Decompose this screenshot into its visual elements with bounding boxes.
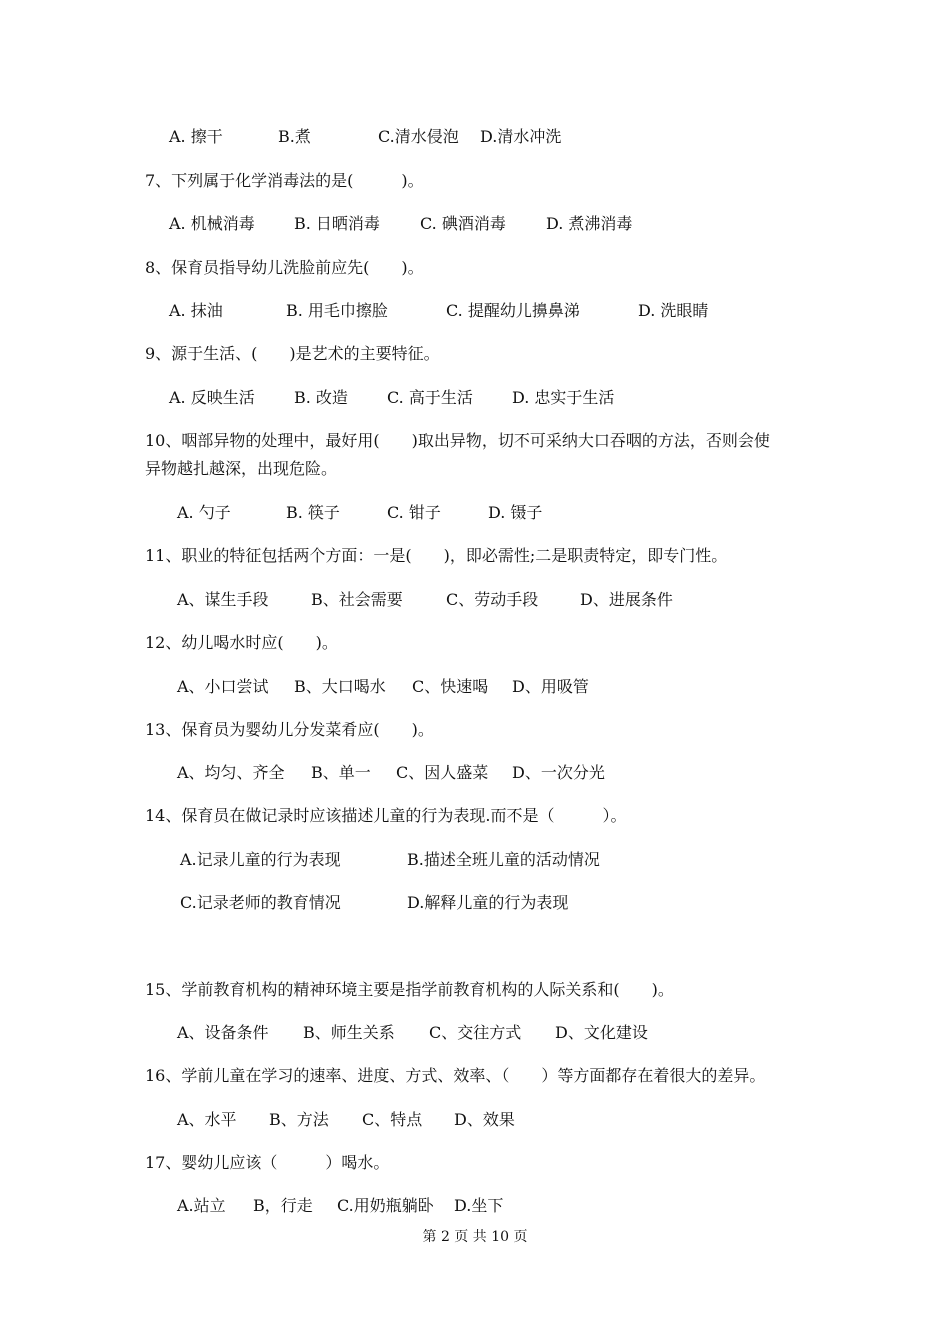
q13-option-d: D、一次分光 xyxy=(512,763,605,782)
q9-option-b: B. 改造 xyxy=(294,388,348,407)
question-14-stem: 14、保育员在做记录时应该描述儿童的行为表现.而不是（ ）。 xyxy=(145,806,627,825)
page-footer: 第 2 页 共 10 页 xyxy=(422,1229,528,1245)
q7-option-c: C. 碘酒消毒 xyxy=(420,214,506,233)
question-10-stem-line-2: 异物越扎越深，出现危险。 xyxy=(145,459,338,478)
q9-option-a: A. 反映生活 xyxy=(169,388,255,407)
q12-option-a: A、小口尝试 xyxy=(177,677,269,696)
q11-option-c: C、劳动手段 xyxy=(446,590,539,609)
q12-option-d: D、用吸管 xyxy=(512,677,589,696)
question-8-stem: 8、保育员指导幼儿洗脸前应先( )。 xyxy=(145,258,424,277)
q9-option-d: D. 忠实于生活 xyxy=(512,388,615,407)
q8-option-b: B. 用毛巾擦脸 xyxy=(286,301,388,320)
q17-option-d: D.坐下 xyxy=(454,1196,504,1215)
q17-option-b: B，行走 xyxy=(253,1196,313,1215)
question-11-stem: 11、职业的特征包括两个方面：一是( )，即必需性;二是职责特定，即专门性。 xyxy=(145,546,728,565)
q14-option-a: A.记录儿童的行为表现 xyxy=(180,850,341,869)
q9-option-c: C. 高于生活 xyxy=(387,388,473,407)
q16-option-c: C、特点 xyxy=(362,1110,423,1129)
q16-option-b: B、方法 xyxy=(269,1110,329,1129)
question-12-stem: 12、幼儿喝水时应( )。 xyxy=(145,633,338,652)
q14-option-d: D.解释儿童的行为表现 xyxy=(407,893,569,912)
q6-option-c: C.清水侵泡 xyxy=(378,127,459,146)
q11-option-a: A、谋生手段 xyxy=(177,590,269,609)
q7-option-d: D. 煮沸消毒 xyxy=(546,214,633,233)
q11-option-d: D、进展条件 xyxy=(580,590,673,609)
question-15-stem: 15、学前教育机构的精神环境主要是指学前教育机构的人际关系和( )。 xyxy=(145,980,674,999)
q6-option-d: D.清水冲洗 xyxy=(480,127,562,146)
q14-option-c: C.记录老师的教育情况 xyxy=(180,893,341,912)
q7-option-a: A. 机械消毒 xyxy=(169,214,255,233)
q17-option-c: C.用奶瓶躺卧 xyxy=(337,1196,434,1215)
question-7-stem: 7、下列属于化学消毒法的是( )。 xyxy=(145,171,424,190)
question-17-stem: 17、婴幼儿应该（ ）喝水。 xyxy=(145,1153,390,1172)
q8-option-c: C. 提醒幼儿擤鼻涕 xyxy=(446,301,580,320)
q13-option-a: A、均匀、齐全 xyxy=(177,763,285,782)
q10-option-b: B. 筷子 xyxy=(286,503,340,522)
q15-option-b: B、师生关系 xyxy=(303,1023,395,1042)
q16-option-d: D、效果 xyxy=(454,1110,515,1129)
q14-option-b: B.描述全班儿童的活动情况 xyxy=(407,850,600,869)
q12-option-b: B、大口喝水 xyxy=(294,677,386,696)
q15-option-d: D、文化建设 xyxy=(555,1023,648,1042)
q10-option-d: D. 镊子 xyxy=(488,503,543,522)
q8-option-d: D. 洗眼睛 xyxy=(638,301,709,320)
q15-option-c: C、交往方式 xyxy=(429,1023,522,1042)
q6-option-b: B.煮 xyxy=(278,127,311,146)
q15-option-a: A、设备条件 xyxy=(177,1023,269,1042)
question-9-stem: 9、源于生活、( )是艺术的主要特征。 xyxy=(145,344,440,363)
q17-option-a: A.站立 xyxy=(177,1196,226,1215)
q12-option-c: C、快速喝 xyxy=(412,677,489,696)
question-10-stem-line-1: 10、咽部异物的处理中，最好用( )取出异物，切不可采纳大口吞咽的方法，否则会使 xyxy=(145,431,770,450)
q16-option-a: A、水平 xyxy=(177,1110,237,1129)
q10-option-a: A. 勺子 xyxy=(177,503,231,522)
question-16-stem: 16、学前儿童在学习的速率、进度、方式、效率、（ ）等方面都存在着很大的差异。 xyxy=(145,1066,766,1085)
q13-option-b: B、单一 xyxy=(311,763,371,782)
q13-option-c: C、因人盛菜 xyxy=(396,763,489,782)
q10-option-c: C. 钳子 xyxy=(387,503,441,522)
q6-option-a: A. 擦干 xyxy=(169,127,223,146)
q7-option-b: B. 日晒消毒 xyxy=(294,214,380,233)
q8-option-a: A. 抹油 xyxy=(169,301,223,320)
q11-option-b: B、社会需要 xyxy=(311,590,403,609)
question-13-stem: 13、保育员为婴幼儿分发菜肴应( )。 xyxy=(145,720,434,739)
